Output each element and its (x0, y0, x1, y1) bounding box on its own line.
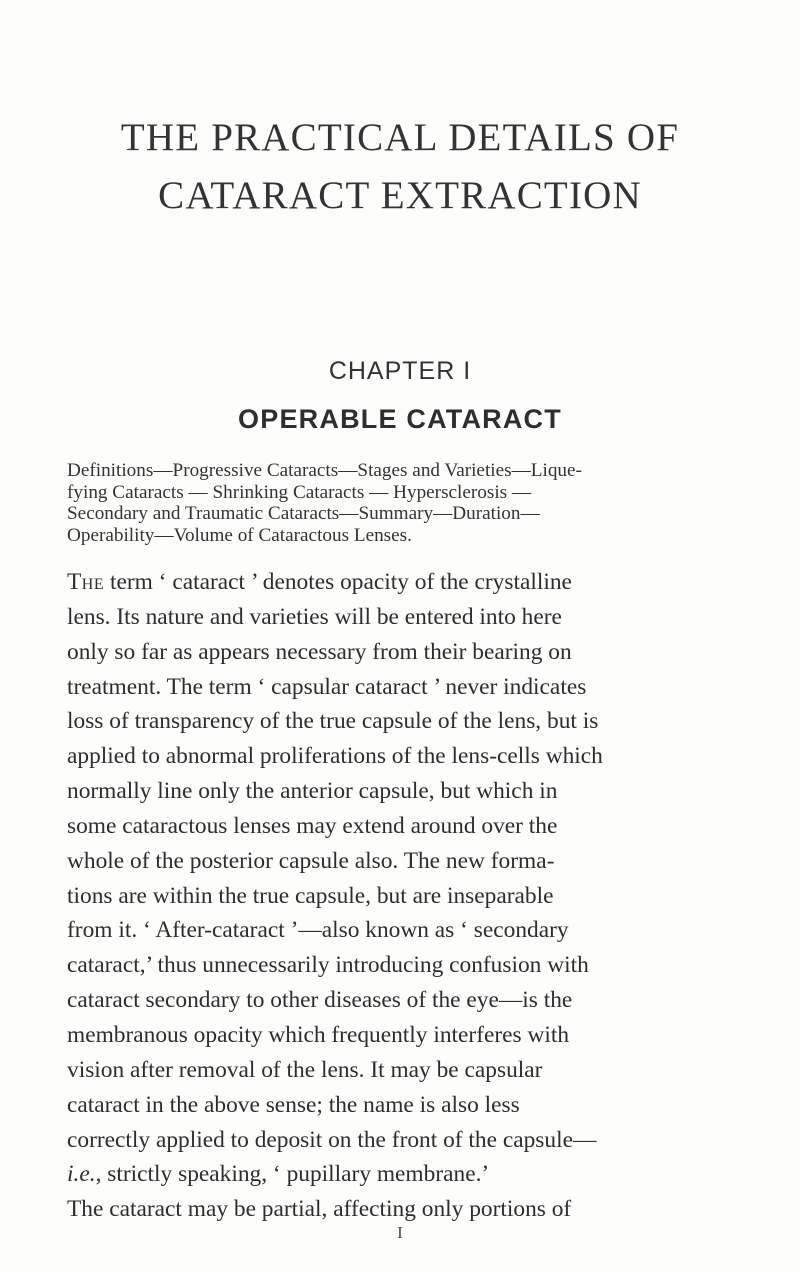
body-line: lens. Its nature and varieties will be entered into here (67, 603, 562, 630)
body-line: from it. ‘ After-cataract ’—also known as ‘ secondary (67, 917, 569, 944)
chapter-title: OPERABLE CATARACT (238, 404, 562, 434)
chapter-number: CHAPTER I (328, 357, 472, 385)
body-line: cataract,’ thus unnecessarily introducing confusion with (67, 952, 589, 979)
body-line: cataract in the above sense; the name is also less (67, 1091, 520, 1118)
book-title-line-2: CATARACT EXTRACTION (158, 174, 642, 217)
body-line-ie (67, 1157, 743, 1192)
book-title-line-1: THE PRACTICAL DETAILS OF (120, 116, 680, 159)
lead-word: The (67, 569, 105, 595)
chapter-summary (67, 460, 734, 546)
first-line-rest: term ‘ cataract ’ denotes opacity of the crystalline (104, 569, 572, 595)
body-line: vision after removal of the lens. It may be capsular (67, 1056, 543, 1083)
body-line-first (67, 565, 743, 600)
body-paragraph (67, 565, 743, 1227)
body-line: treatment. The term ‘ capsular cataract ’ never indicates (67, 673, 587, 700)
body-line-last: The cataract may be partial, affecting only portions of (67, 1196, 572, 1223)
summary-line: Secondary and Traumatic Cataracts—Summary—Duration— (67, 503, 540, 524)
summary-line: Definitions—Progressive Cataracts—Stages and Varieties—Lique- (67, 460, 582, 481)
summary-line: Operability—Volume of Cataractous Lenses. (67, 524, 412, 546)
body-line: correctly applied to deposit on the front of the capsule— (67, 1126, 597, 1153)
body-line: some cataractous lenses may extend around over the (67, 812, 558, 839)
ie-line-rest: , strictly speaking, ‘ pupillary membrane.’ (95, 1161, 490, 1188)
body-line: membranous opacity which frequently interferes with (67, 1021, 570, 1048)
summary-line: fying Cataracts — Shrinking Cataracts — Hypersclerosis — (67, 481, 532, 503)
body-line: applied to abnormal proliferations of the lens-cells which (67, 743, 603, 770)
body-line: whole of the posterior capsule also. The new forma- (67, 847, 555, 874)
body-line: tions are within the true capsule, but are inseparable (67, 882, 554, 909)
body-line: normally line only the anterior capsule, but which in (67, 778, 558, 805)
body-line: only so far as appears necessary from their bearing on (67, 638, 572, 665)
ie-abbreviation: i.e. (67, 1161, 96, 1188)
body-line: loss of transparency of the true capsule of the lens, but is (67, 708, 599, 735)
page-number: I (397, 1223, 403, 1242)
body-line: cataract secondary to other diseases of the eye—is the (67, 987, 573, 1014)
